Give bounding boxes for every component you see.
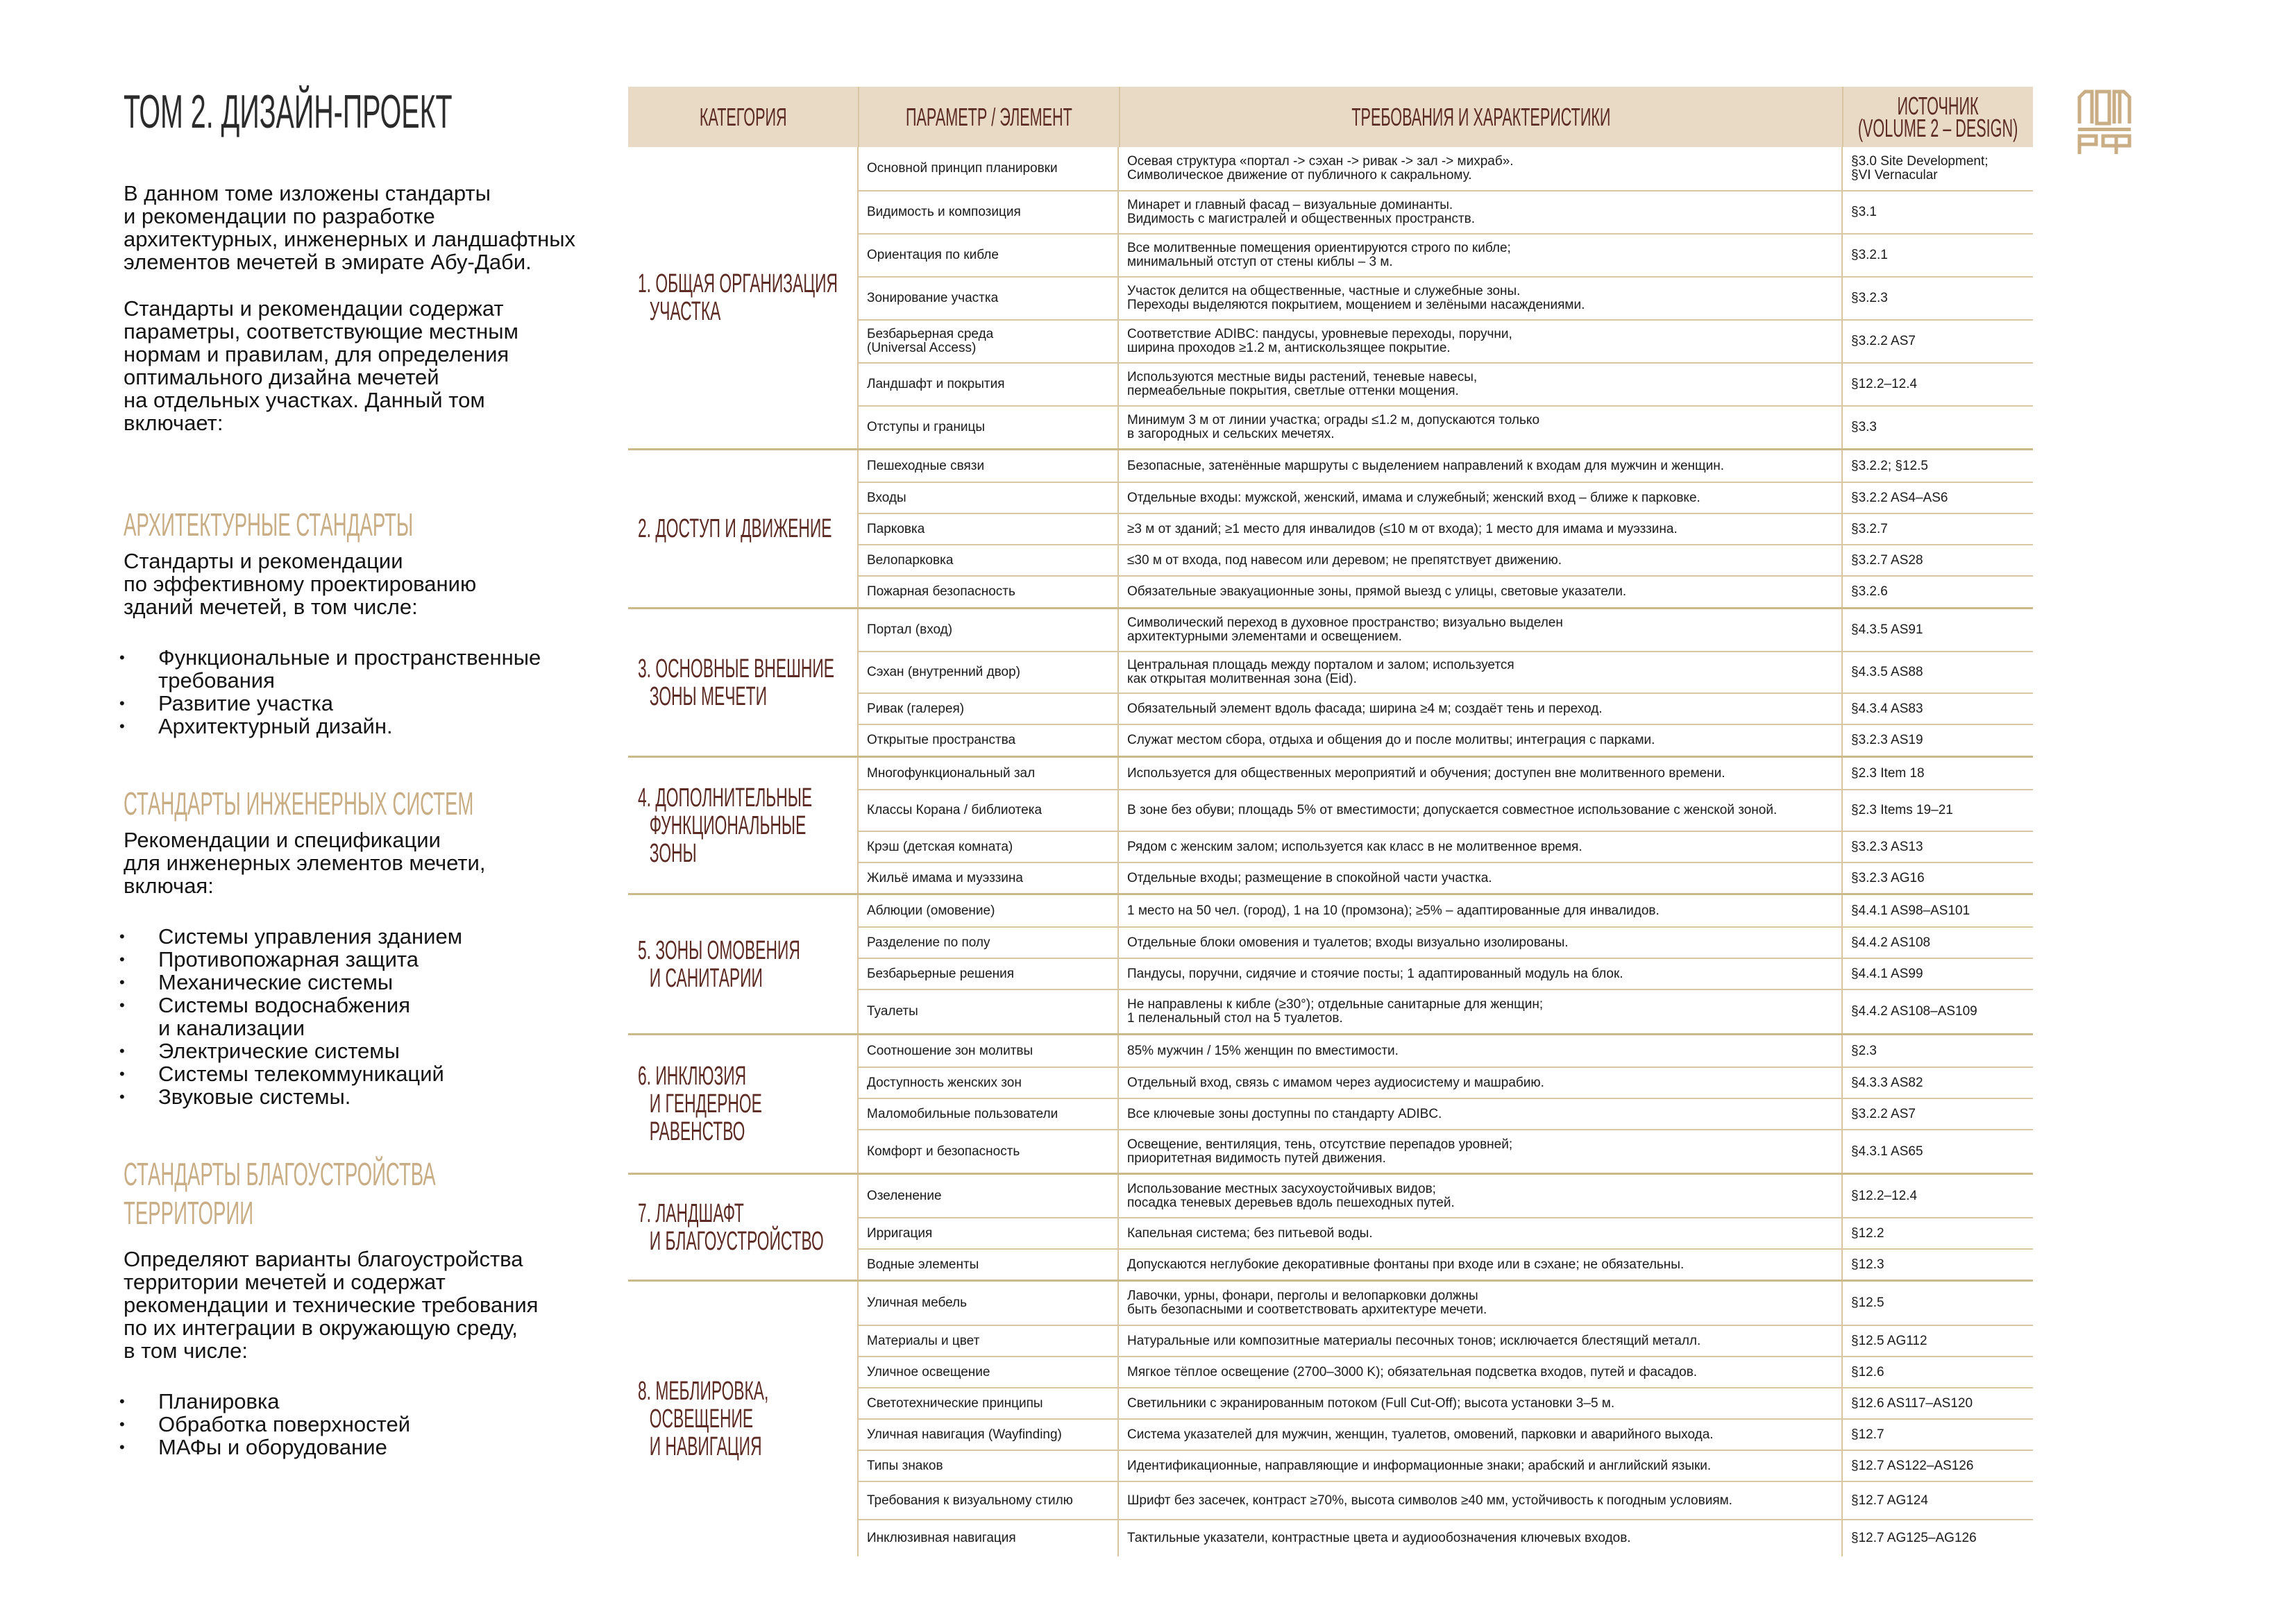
table-section <box>628 1173 2033 1280</box>
requirement-cell: Мягкое тёплое освещение (2700–3000 K); обязательная подсветка входов, путей и фасадов. <box>1119 1357 1843 1387</box>
source-cell: §3.2.3 <box>1851 291 1888 305</box>
bullet-item: • Звуковые системы. <box>124 1085 623 1108</box>
table-row <box>859 692 2033 724</box>
bullet-item: • Развитие участка <box>124 692 623 715</box>
requirement-cell: Допускаются неглубокие декоративные фонтаны при входе или в сэхане; не обязательны. <box>1119 1250 1843 1280</box>
requirement-cell: Обязательный элемент вдоль фасада; ширина ≥4 м; создаёт тень и переход. <box>1119 694 1843 724</box>
parameter-cell: Портал (вход) <box>859 609 1119 651</box>
source-cell: §4.3.5 AS88 <box>1851 665 1923 679</box>
requirement-cell: Минарет и главный фасад – визуальные доминанты. Видимость с магистралей и общественных пространств. <box>1119 192 1843 233</box>
source-cell: §4.3.4 AS83 <box>1851 701 1923 716</box>
table-section <box>628 448 2033 607</box>
parameter-cell: Входы <box>859 483 1119 513</box>
category-label-line: ЗОНЫ <box>649 838 697 868</box>
section-rows <box>859 895 2033 1033</box>
table-row <box>859 233 2033 276</box>
source-cell: §2.3 Items 19–21 <box>1851 803 1953 817</box>
bullet-item: • МАФы и оборудование <box>124 1436 623 1459</box>
parameter-cell: Светотехнические принципы <box>859 1388 1119 1418</box>
requirement-cell: ≥3 м от зданий; ≥1 место для инвалидов (≤10 м от входа); 1 место для имама и муэззина. <box>1119 514 1843 544</box>
requirement-cell: Участок делится на общественные, частные и служебные зоны. Переходы выделяются покрытием, мощением и зелёными насаждениями. <box>1119 278 1843 319</box>
table-row <box>859 831 2033 862</box>
category-label-line: 2. ДОСТУП И ДВИЖЕНИЕ <box>638 514 832 543</box>
requirement-cell: Капельная система; без питьевой воды. <box>1119 1218 1843 1248</box>
table-row <box>859 1450 2033 1481</box>
source-cell: §3.2.1 <box>1851 248 1888 262</box>
parameter-cell: Ландшафт и покрытия <box>859 364 1119 405</box>
requirement-cell: Светильники с экранированным потоком (Full Cut-Off); высота установки 3–5 м. <box>1119 1388 1843 1418</box>
source-cell: §4.4.2 AS108 <box>1851 935 1931 950</box>
table-row <box>859 1217 2033 1248</box>
requirement-cell: Служат местом сбора, отдыха и общения до и после молитвы; интеграция с парками. <box>1119 725 1843 756</box>
parameter-cell: Парковка <box>859 514 1119 544</box>
bullet-item: • Системы телекоммуникаций <box>124 1062 623 1085</box>
category-label-line: 4. ДОПОЛНИТЕЛЬНЫЕ <box>638 783 813 813</box>
table-row <box>859 147 2033 190</box>
intro-paragraph: В данном томе изложены стандарты и рекомендации по разработке архитектурных, инженерных и ландшафтных элементов мечетей в эмирате Абу-Даби. <box>124 181 576 274</box>
requirement-cell: Использование местных засухоустойчивых видов; посадка теневых деревьев вдоль пешеходных путей. <box>1119 1175 1843 1217</box>
source-cell: §3.0 Site Development; §VI Vernacular <box>1851 154 1989 182</box>
bullet-list <box>124 1390 623 1459</box>
table-row <box>859 1325 2033 1356</box>
source-cell: §3.2.7 AS28 <box>1851 552 1923 568</box>
source-cell: §12.6 <box>1851 1364 1884 1379</box>
category-label <box>638 1062 845 1146</box>
section-architecture <box>124 505 623 738</box>
table-header <box>628 87 2033 147</box>
category-label-line: ЗОНЫ МЕЧЕТИ <box>649 681 767 711</box>
category-label-line: 8. МЕБЛИРОВКА, <box>638 1377 769 1406</box>
section-body: Стандарты и рекомендации по эффективному проектированию зданий мечетей, в том числе: <box>124 549 477 619</box>
requirement-cell: Символический переход в духовное пространство; визуально выделен архитектурными элементами и освещением. <box>1119 609 1843 651</box>
requirement-cell: Обязательные эвакуационные зоны, прямой выезд с улицы, световые указатели. <box>1119 577 1843 607</box>
parameter-cell: Инклюзивная навигация <box>859 1520 1119 1556</box>
parameter-cell: Ривак (галерея) <box>859 694 1119 724</box>
table-row <box>859 362 2033 405</box>
source-cell: §12.3 <box>1851 1257 1884 1272</box>
requirement-cell: Отдельные входы: мужской, женский, имама и служебный; женский вход – ближе к парковке. <box>1119 483 1843 513</box>
section-rows <box>859 758 2033 893</box>
section-rows <box>859 147 2033 448</box>
requirement-cell: Минимум 3 м от линии участка; ограды ≤1.2 м, допускаются только в загородных и сельских мечетях. <box>1119 407 1843 448</box>
parameter-cell: Ориентация по кибле <box>859 235 1119 276</box>
source-cell: §3.3 <box>1851 420 1877 434</box>
table-row <box>859 758 2033 789</box>
source-cell: §4.3.1 AS65 <box>1851 1144 1923 1159</box>
requirement-cell: Лавочки, урны, фонари, перголы и велопарковки должны быть безопасными и соответствовать архитектуре мечети. <box>1119 1282 1843 1325</box>
category-label-line: 6. ИНКЛЮЗИЯ <box>638 1062 747 1091</box>
parameter-cell: Безбарьерная среда (Universal Access) <box>859 321 1119 362</box>
table-row <box>859 1282 2033 1325</box>
table-row <box>859 575 2033 607</box>
table-row <box>859 862 2033 893</box>
requirement-cell: Идентификационные, направляющие и информационные знаки; арабский и английский языки. <box>1119 1451 1843 1481</box>
table-row <box>859 405 2033 448</box>
section-rows <box>859 1282 2033 1556</box>
requirement-cell: Используется для общественных мероприятий и обучения; доступен вне молитвенного времени. <box>1119 758 1843 789</box>
category-label-line: И ГЕНДЕРНОЕ <box>649 1089 762 1119</box>
source-cell: §12.7 AS122–AS126 <box>1851 1458 1974 1473</box>
category-label-line: 7. ЛАНДШАФТ <box>638 1198 744 1228</box>
source-cell: §12.7 AG125–AG126 <box>1851 1531 1977 1545</box>
table-section <box>628 756 2033 893</box>
section-rows <box>859 1175 2033 1280</box>
source-cell: §4.3.5 AS91 <box>1851 622 1923 637</box>
category-cell <box>628 1282 859 1556</box>
parameter-cell: Требования к визуальному стилю <box>859 1482 1119 1519</box>
requirement-cell: В зоне без обуви; площадь 5% от вместимости; допускается совместное использование с женской зоной. <box>1119 790 1843 831</box>
category-label-line: 1. ОБЩАЯ ОРГАНИЗАЦИЯ <box>638 269 838 298</box>
requirement-cell: Все ключевые зоны доступны по стандарту ADIBC. <box>1119 1099 1843 1129</box>
requirement-cell: Отдельный вход, связь с имамом через аудиосистему и машрабию. <box>1119 1068 1843 1098</box>
parameter-cell: Отступы и границы <box>859 407 1119 448</box>
parameter-cell: Уличная мебель <box>859 1282 1119 1325</box>
source-cell: §12.7 AG124 <box>1851 1493 1928 1508</box>
source-cell: §12.5 <box>1851 1295 1884 1310</box>
column-header-parameter: ПАРАМЕТР / ЭЛЕМЕНТ <box>859 87 1120 147</box>
parameter-cell: Пешеходные связи <box>859 450 1119 482</box>
bullet-item: • Функциональные и пространственные требования <box>124 646 623 692</box>
source-cell: §3.2.6 <box>1851 584 1888 599</box>
table-row <box>859 544 2033 575</box>
requirement-cell: Тактильные указатели, контрастные цвета и аудиообозначения ключевых входов. <box>1119 1520 1843 1556</box>
column-header-source: ИСТОЧНИК (VOLUME 2 – DESIGN) <box>1858 91 2018 142</box>
bullet-item: • Системы водоснабжения и канализации <box>124 994 623 1039</box>
bullet-item: • Механические системы <box>124 971 623 994</box>
table-row <box>859 1418 2033 1450</box>
requirement-cell: 1 место на 50 чел. (город), 1 на 10 (промзона); ≥5% – адаптированные для инвалидов. <box>1119 895 1843 926</box>
section-rows <box>859 1035 2033 1173</box>
dom-rf-logo-icon <box>2075 89 2134 154</box>
table-row <box>859 895 2033 926</box>
table-row <box>859 1067 2033 1098</box>
parameter-cell: Маломобильные пользователи <box>859 1099 1119 1129</box>
section-landscaping <box>124 1155 623 1459</box>
parameter-cell: Видимость и композиция <box>859 192 1119 233</box>
category-cell <box>628 895 859 1033</box>
parameter-cell: Жильё имама и муэззина <box>859 863 1119 893</box>
section-engineering <box>124 784 623 1108</box>
parameter-cell: Зонирование участка <box>859 278 1119 319</box>
table-row <box>859 724 2033 756</box>
source-cell: §4.4.1 AS99 <box>1851 966 1923 981</box>
requirement-cell: Шрифт без засечек, контраст ≥70%, высота символов ≥40 мм, устойчивость к погодным условиям. <box>1119 1482 1843 1519</box>
source-cell: §3.2.3 AS19 <box>1851 733 1923 747</box>
page-title: ТОМ 2. ДИЗАЙН-ПРОЕКТ <box>124 85 453 138</box>
table-row <box>859 958 2033 989</box>
category-label-line: ФУНКЦИОНАЛЬНЫЕ <box>649 810 807 840</box>
parameter-cell: Аблюции (омовение) <box>859 895 1119 926</box>
table-row <box>859 513 2033 544</box>
section-rows <box>859 450 2033 607</box>
requirement-cell: Пандусы, поручни, сидячие и стоячие посты; 1 адаптированный модуль на блок. <box>1119 959 1843 989</box>
section-rows <box>859 609 2033 756</box>
intro-paragraph: Стандарты и рекомендации содержат параметры, соответствующие местным нормам и правилам, для определения оптимального дизайна мечетей на отдельных участках. Данный том включает: <box>124 296 518 435</box>
section-body: Рекомендации и спецификации для инженерных элементов мечети, включая: <box>124 828 486 898</box>
parameter-cell: Разделение по полу <box>859 928 1119 958</box>
bullet-item: • Архитектурный дизайн. <box>124 715 623 738</box>
source-cell: §12.2–12.4 <box>1851 377 1918 391</box>
parameter-cell: Классы Корана / библиотека <box>859 790 1119 831</box>
table-row <box>859 1248 2033 1280</box>
table-row <box>859 482 2033 513</box>
parameter-cell: Материалы и цвет <box>859 1326 1119 1356</box>
source-cell: §2.3 <box>1851 1043 1877 1058</box>
column-header-requirements: ТРЕБОВАНИЯ И ХАРАКТЕРИСТИКИ <box>1120 87 1843 147</box>
source-cell: §3.2.7 <box>1851 521 1888 536</box>
source-cell: §12.2 <box>1851 1225 1884 1241</box>
bullet-list <box>124 646 623 738</box>
requirement-cell: ≤30 м от входа, под навесом или деревом; не препятствует движению. <box>1119 545 1843 575</box>
requirement-cell: Безопасные, затенённые маршруты с выделением направлений к входам для мужчин и женщин. <box>1119 450 1843 482</box>
category-label-line: 5. ЗОНЫ ОМОВЕНИЯ <box>638 935 800 965</box>
parameter-cell: Ирригация <box>859 1218 1119 1248</box>
category-label-line: УЧАСТКА <box>649 297 721 326</box>
parameter-cell: Комфорт и безопасность <box>859 1130 1119 1173</box>
category-label-line: И БЛАГОУСТРОЙСТВО <box>649 1226 824 1256</box>
source-cell: §4.3.3 AS82 <box>1851 1075 1923 1090</box>
source-cell: §2.3 Item 18 <box>1851 765 1925 781</box>
requirement-cell: Рядом с женским залом; используется как класс в не молитвенное время. <box>1119 832 1843 862</box>
table-row <box>859 789 2033 831</box>
table-row <box>859 1098 2033 1129</box>
section-heading: СТАНДАРТЫ БЛАГОУСТРОЙСТВА <box>124 1156 436 1192</box>
requirement-cell: Все молитвенные помещения ориентируются строго по кибле; минимальный отступ от стены киблы – 3 м. <box>1119 235 1843 276</box>
table-section <box>628 1033 2033 1173</box>
table-row <box>859 319 2033 362</box>
section-heading: СТАНДАРТЫ ИНЖЕНЕРНЫХ СИСТЕМ <box>124 785 474 822</box>
requirement-cell: Система указателей для мужчин, женщин, туалетов, омовений, парковки и аварийного выхода. <box>1119 1420 1843 1450</box>
table-row <box>859 1035 2033 1067</box>
table-row <box>859 1387 2033 1418</box>
parameter-cell: Безбарьерные решения <box>859 959 1119 989</box>
category-label-line: И САНИТАРИИ <box>649 963 763 993</box>
table-section <box>628 1280 2033 1556</box>
category-cell <box>628 450 859 607</box>
parameter-cell: Открытые пространства <box>859 725 1119 756</box>
parameter-cell: Основной принцип планировки <box>859 147 1119 190</box>
parameter-cell: Велопарковка <box>859 545 1119 575</box>
source-cell: §12.6 AS117–AS120 <box>1851 1395 1973 1411</box>
parameter-cell: Сэхан (внутренний двор) <box>859 652 1119 692</box>
category-label-line: РАВЕНСТВО <box>649 1117 745 1146</box>
source-cell: §3.2.2 AS4–AS6 <box>1851 490 1948 505</box>
source-cell: §3.2.2 AS7 <box>1851 1106 1916 1121</box>
standards-table <box>628 87 2033 1556</box>
table-row <box>859 926 2033 958</box>
source-cell: §12.7 <box>1851 1427 1884 1442</box>
table-section <box>628 607 2033 756</box>
parameter-cell: Пожарная безопасность <box>859 577 1119 607</box>
intro <box>124 182 623 458</box>
parameter-cell: Доступность женских зон <box>859 1068 1119 1098</box>
section-body: Определяют варианты благоустройства территории мечетей и содержат рекомендации и технические требования по их интеграции в окружающую среду, в том числе: <box>124 1247 539 1363</box>
table-row <box>859 1519 2033 1556</box>
source-cell: §3.2.3 AG16 <box>1851 870 1925 885</box>
category-cell <box>628 758 859 893</box>
category-label-line: ОСВЕЩЕНИЕ <box>649 1404 754 1434</box>
table-row <box>859 1175 2033 1217</box>
table-row <box>859 190 2033 233</box>
requirement-cell: Отдельные входы; размещение в спокойной части участка. <box>1119 863 1843 893</box>
section-heading: ТЕРРИТОРИИ <box>124 1195 254 1231</box>
source-cell: §4.4.1 AS98–AS101 <box>1851 903 1970 918</box>
section-heading: АРХИТЕКТУРНЫЕ СТАНДАРТЫ <box>124 507 414 543</box>
requirement-cell: Центральная площадь между порталом и залом; используется как открытая молитвенная зона (Eid). <box>1119 652 1843 692</box>
parameter-cell: Туалеты <box>859 990 1119 1033</box>
requirement-cell: Натуральные или композитные материалы песочных тонов; исключается блестящий металл. <box>1119 1326 1843 1356</box>
requirement-cell: Осевая структура «портал -> сэхан -> ривак -> зал -> михраб». Символическое движение от публичного к сакральному. <box>1119 147 1843 190</box>
parameter-cell: Крэш (детская комната) <box>859 832 1119 862</box>
parameter-cell: Типы знаков <box>859 1451 1119 1481</box>
table-row <box>859 1356 2033 1387</box>
table-row <box>859 276 2033 319</box>
parameter-cell: Озеленение <box>859 1175 1119 1217</box>
table-row <box>859 609 2033 651</box>
bullet-item: • Электрические системы <box>124 1039 623 1062</box>
bullet-item: • Обработка поверхностей <box>124 1413 623 1436</box>
requirement-cell: 85% мужчин / 15% женщин по вместимости. <box>1119 1035 1843 1067</box>
source-cell: §12.5 AG112 <box>1851 1333 1927 1348</box>
category-cell <box>628 147 859 448</box>
category-label <box>638 1377 856 1461</box>
parameter-cell: Уличное освещение <box>859 1357 1119 1387</box>
bullet-item: • Планировка <box>124 1390 623 1413</box>
category-cell <box>628 1175 859 1280</box>
source-cell: §4.4.2 AS108–AS109 <box>1851 1004 1977 1019</box>
parameter-cell: Многофункциональный зал <box>859 758 1119 789</box>
requirement-cell: Не направлены к кибле (≥30°); отдельные санитарные для женщин; 1 пеленальный стол на 5 туалетов. <box>1119 990 1843 1033</box>
table-section <box>628 893 2033 1033</box>
parameter-cell: Уличная навигация (Wayfinding) <box>859 1420 1119 1450</box>
table-row <box>859 989 2033 1033</box>
bullet-list <box>124 925 623 1108</box>
source-cell: §3.2.2; §12.5 <box>1851 458 1928 473</box>
category-label-line: И НАВИГАЦИЯ <box>649 1432 762 1461</box>
table-row <box>859 1129 2033 1173</box>
requirement-cell: Используются местные виды растений, теневые навесы, пермеабельные покрытия, светлые оттенки мощения. <box>1119 364 1843 405</box>
source-cell: §3.2.2 AS7 <box>1851 334 1916 348</box>
source-cell: §3.1 <box>1851 205 1877 219</box>
table-row <box>859 1481 2033 1519</box>
requirement-cell: Освещение, вентиляция, тень, отсутствие перепадов уровней; приоритетная видимость путей движения. <box>1119 1130 1843 1173</box>
table-body <box>628 147 2033 1556</box>
parameter-cell: Соотношение зон молитвы <box>859 1035 1119 1067</box>
bullet-item: • Системы управления зданием <box>124 925 623 948</box>
category-cell <box>628 1035 859 1173</box>
table-row <box>859 651 2033 692</box>
source-cell: §12.2–12.4 <box>1851 1188 1918 1203</box>
parameter-cell: Водные элементы <box>859 1250 1119 1280</box>
requirement-cell: Отдельные блоки омовения и туалетов; входы визуально изолированы. <box>1119 928 1843 958</box>
category-cell <box>628 609 859 756</box>
bullet-item: • Противопожарная защита <box>124 948 623 971</box>
table-section <box>628 147 2033 448</box>
category-label-line: 3. ОСНОВНЫЕ ВНЕШНИЕ <box>638 654 834 683</box>
table-row <box>859 450 2033 482</box>
requirement-cell: Соответствие ADIBC: пандусы, уровневые переходы, поручни, ширина проходов ≥1.2 м, антискользящее покрытие. <box>1119 321 1843 362</box>
source-cell: §3.2.3 AS13 <box>1851 839 1923 854</box>
column-header-category: КАТЕГОРИЯ <box>628 87 859 147</box>
